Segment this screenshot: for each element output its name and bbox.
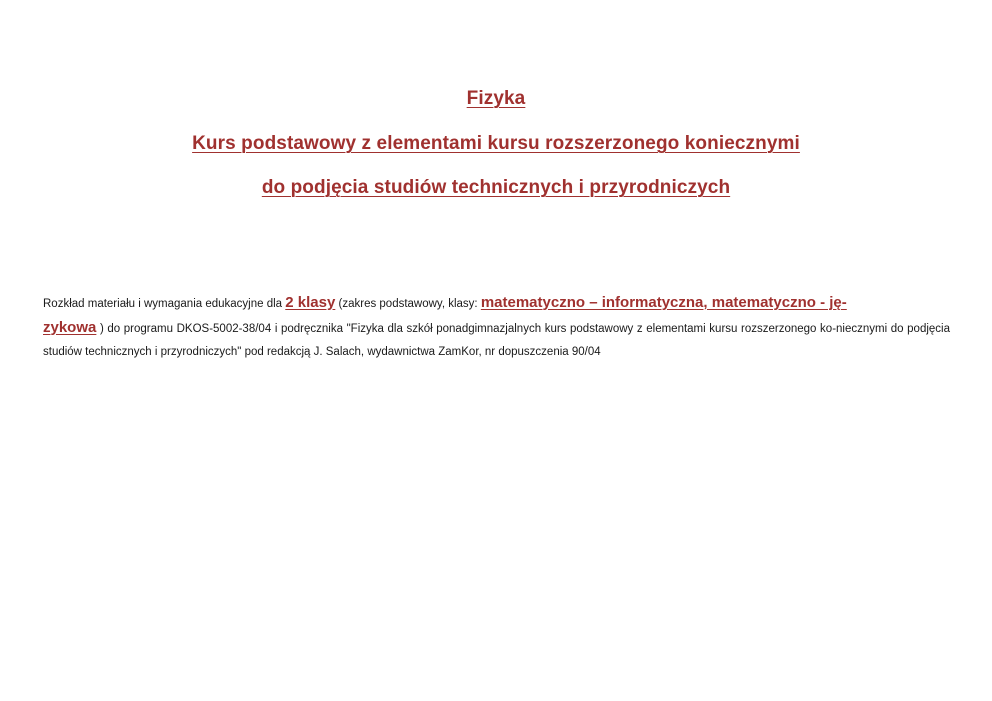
- profile-label-part-a: matematyczno – informatyczna, matematyczno - ję-: [480, 293, 847, 311]
- subtitle-line-1: Kurs podstawowy z elementami kursu rozszerzonego koniecznymi: [192, 133, 800, 154]
- paragraph-scope-text: (zakres podstawowy, klasy:: [335, 297, 481, 310]
- paragraph-details-text: ) do programu DKOS-5002-38/04 i podręcznika "Fizyka dla szkół ponadgimnazjalnych kurs podstawowy z elementami kursu rozszerzonego ko-niecznymi do podjęcia studiów technicznych i przyrodniczych" pod redakcją J. Salach, wydawnictwa ZamKor, nr dopuszczenia 90/04: [43, 322, 950, 358]
- page-title: Fizyka: [466, 88, 526, 109]
- subtitle-line-2: do podjęcia studiów technicznych i przyrodniczych: [261, 177, 731, 198]
- profile-label-part-b: zykowa: [43, 318, 97, 336]
- class-label: 2 klasy: [285, 293, 336, 311]
- paragraph-intro-text: Rozkład materiału i wymagania edukacyjne dla: [43, 297, 286, 310]
- description-paragraph: [43, 291, 950, 364]
